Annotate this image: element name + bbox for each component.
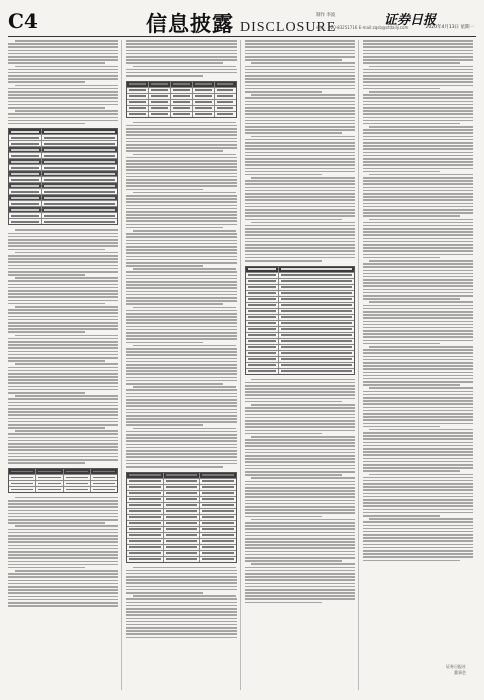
section-title-cn: 信息披露 — [146, 11, 234, 36]
text-block — [363, 40, 473, 561]
data-table — [8, 128, 118, 225]
text-block — [245, 379, 355, 604]
section-title — [146, 8, 336, 38]
data-table — [245, 266, 355, 375]
editor-credit: 制作 李波 — [316, 13, 336, 18]
data-table — [126, 472, 236, 563]
text-block — [126, 567, 236, 639]
column-3 — [245, 40, 359, 690]
signature-block — [446, 664, 466, 676]
column-2 — [126, 40, 240, 690]
text-block — [8, 497, 118, 607]
data-table — [126, 81, 236, 118]
text-block — [8, 229, 118, 463]
page-code: C4 — [8, 9, 38, 33]
contact-hotline: 电话：010-83251716 E-mail:zqsb@stdaily.com — [316, 25, 409, 30]
text-block — [126, 40, 236, 77]
masthead — [8, 6, 476, 37]
section-title-en: DISCLOSURE — [240, 20, 337, 35]
text-block — [8, 40, 118, 124]
column-4 — [363, 40, 476, 690]
signature-company: 证券日报社 — [446, 664, 466, 669]
text-block — [245, 40, 355, 262]
issue-date: 2020年4月13日 星期一 — [425, 25, 474, 30]
signature-board: 董事会 — [454, 670, 466, 675]
column-1 — [8, 40, 122, 690]
text-block — [126, 122, 236, 468]
newspaper-logo: 证券日报 — [383, 13, 436, 28]
article-columns — [8, 40, 476, 690]
data-table — [8, 468, 118, 493]
